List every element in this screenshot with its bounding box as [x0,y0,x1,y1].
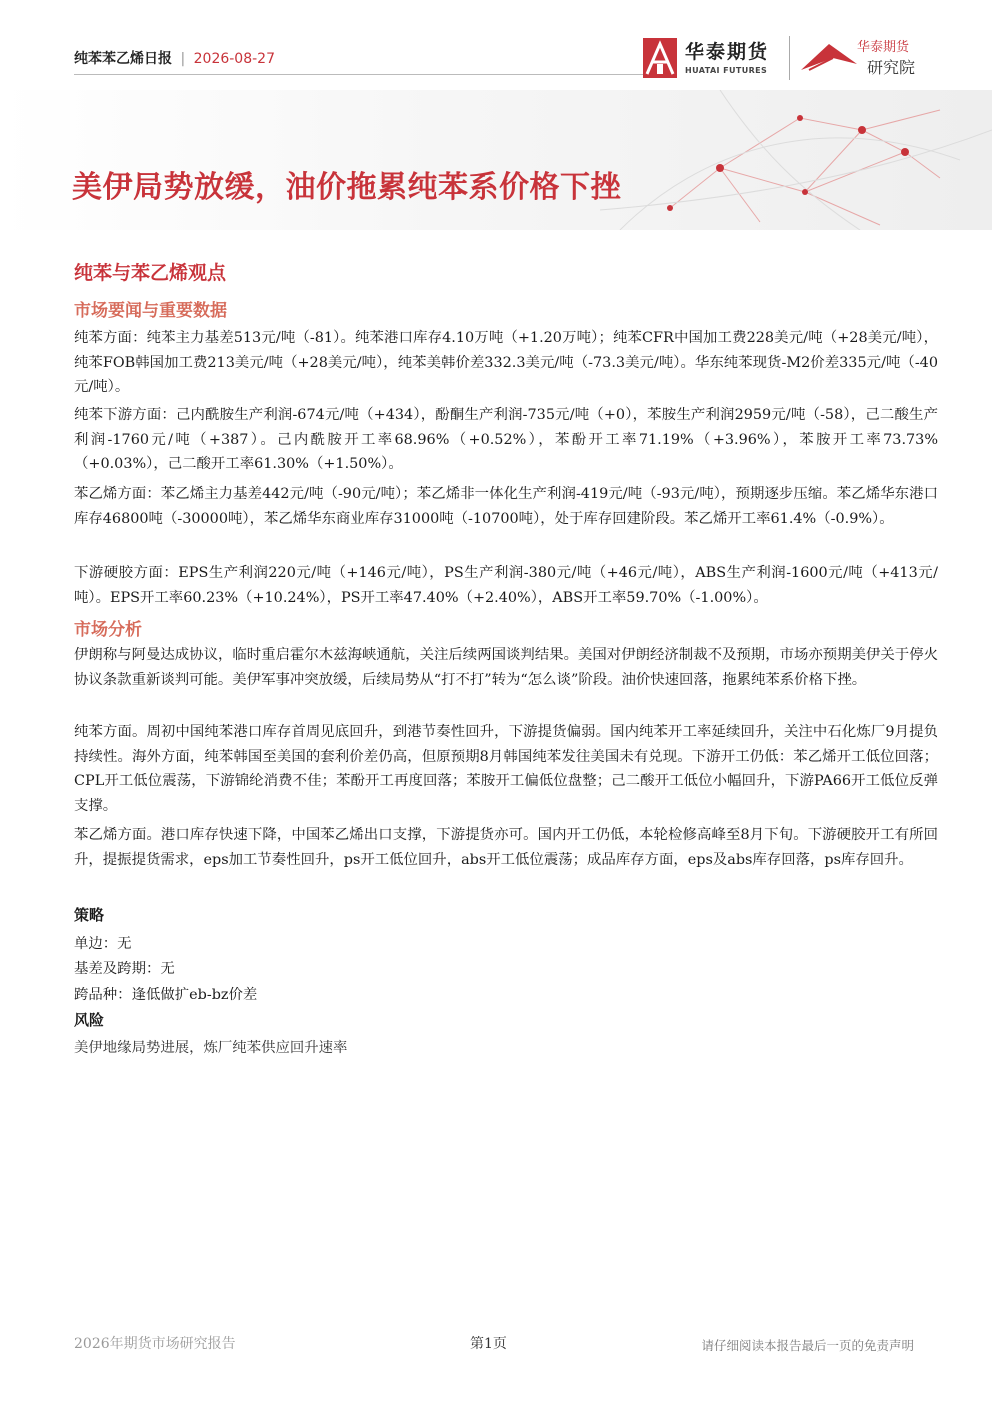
logo-divider [789,36,790,80]
risk-heading: 风险 [74,1011,105,1029]
header-rule [74,74,644,75]
logo-institute-line1: 华泰期货 [857,40,910,55]
logo-institute-line2: 研究院 [867,58,916,77]
report-header [74,48,275,68]
footer-report-series: 2026年期货市场研究报告 [74,1336,236,1352]
footer-disclaimer-link[interactable]: 请仔细阅读本报告最后一页的免责声明 [701,1338,914,1353]
strategy-cross-product: 跨品种：逢低做扩eb-bz价差 [74,987,258,1003]
news-paragraph-benzene-downstream: 纯苯下游方面：己内酰胺生产利润-674元/吨（+434），酚酮生产利润-735元/吨（+0），苯胺生产利润2959元/吨（-58），己二酸生产利润-1760元/吨（+387）。己内酰胺开工率68.96%（+0.52%），苯酚开工率71.19%（+3.96%），苯胺开工率73.73%（+0.03%），己二酸开工率61.30%（+1.50%）。 [74,407,938,473]
news-paragraph-benzene: 纯苯方面：纯苯主力基差513元/吨（-81）。纯苯港口库存4.10万吨（+1.20万吨）；纯苯CFR中国加工费228美元/吨（+28美元/吨），纯苯FOB韩国加工费213美元/吨（+28美元/吨），纯苯美韩价差332.3美元/吨（-73.3美元/吨）。华东纯苯现货-M2价差335元/吨（-40元/吨）。 [74,330,938,396]
footer-page-number: 第1页 [470,1336,507,1352]
section-heading: 纯苯与苯乙烯观点 [74,262,227,284]
banner-network-graphic [0,90,992,230]
report-date: 2026-08-27 [193,51,275,67]
analysis-heading: 市场分析 [74,620,142,640]
header-separator: | [180,51,186,67]
huatai-logo-mark-icon [643,38,677,78]
strategy-basis-spread: 基差及跨期：无 [74,961,175,977]
news-paragraph-hard-plastics: 下游硬胶方面：EPS生产利润220元/吨（+146元/吨），PS生产利润-380元/吨（+46元/吨），ABS生产利润-1600元/吨（+413元/吨）。EPS开工率60.23%（+10.24%），PS开工率47.40%（+2.40%），ABS开工率59.70%（-1.00%）。 [74,565,938,606]
company-logo [643,36,943,84]
news-paragraph-styrene: 苯乙烯方面：苯乙烯主力基差442元/吨（-90元/吨）；苯乙烯非一体化生产利润-419元/吨（-93元/吨），预期逐步压缩。苯乙烯华东港口库存46800吨（-30000吨），苯乙烯华东商业库存31000吨（-10700吨），处于库存回建阶段。苯乙烯开工率61.4%（-0.9%）。 [74,486,938,527]
logo-company-cn: 华泰期货 [685,41,770,63]
analysis-paragraph-styrene: 苯乙烯方面。港口库存快速下降，中国苯乙烯出口支撑，下游提货亦可。国内开工仍低，本轮检修高峰至8月下旬。下游硬胶开工有所回升，提振提货需求，eps加工节奏性回升，ps开工低位回升，abs开工低位震荡；成品库存方面，eps及abs库存回落，ps库存回升。 [74,827,938,868]
strategy-outright: 单边：无 [74,936,132,952]
logo-company-en: HUATAI FUTURES [685,66,768,75]
news-heading: 市场要闻与重要数据 [74,301,227,321]
report-title: 美伊局势放缓，油价拖累纯苯系价格下挫 [72,170,621,205]
institute-wing-icon [799,40,859,74]
strategy-heading: 策略 [74,906,105,924]
report-name: 纯苯苯乙烯日报 [74,51,172,67]
analysis-paragraph-geopolitics: 伊朗称与阿曼达成协议，临时重启霍尔木兹海峡通航，关注后续两国谈判结果。美国对伊朗经济制裁不及预期，市场亦预期美伊关于停火协议条款重新谈判可能。美伊军事冲突放缓，后续局势从“打不打”转为“怎么谈”阶段。油价快速回落，拖累纯苯系价格下挫。 [74,647,938,688]
risk-text: 美伊地缘局势进展，炼厂纯苯供应回升速率 [74,1040,348,1056]
title-banner [0,90,992,230]
analysis-paragraph-benzene: 纯苯方面。周初中国纯苯港口库存首周见底回升，到港节奏性回升，下游提货偏弱。国内纯苯开工率延续回升，关注中石化炼厂9月提负持续性。海外方面，纯苯韩国至美国的套利价差仍高，但原预期8月韩国纯苯发往美国未有兑现。下游开工仍低：苯乙烯开工低位回落；CPL开工低位震荡，下游锦纶消费不佳；苯酚开工再度回落；苯胺开工偏低位盘整；己二酸开工低位小幅回升，下游PA66开工低位反弹支撑。 [74,724,938,814]
